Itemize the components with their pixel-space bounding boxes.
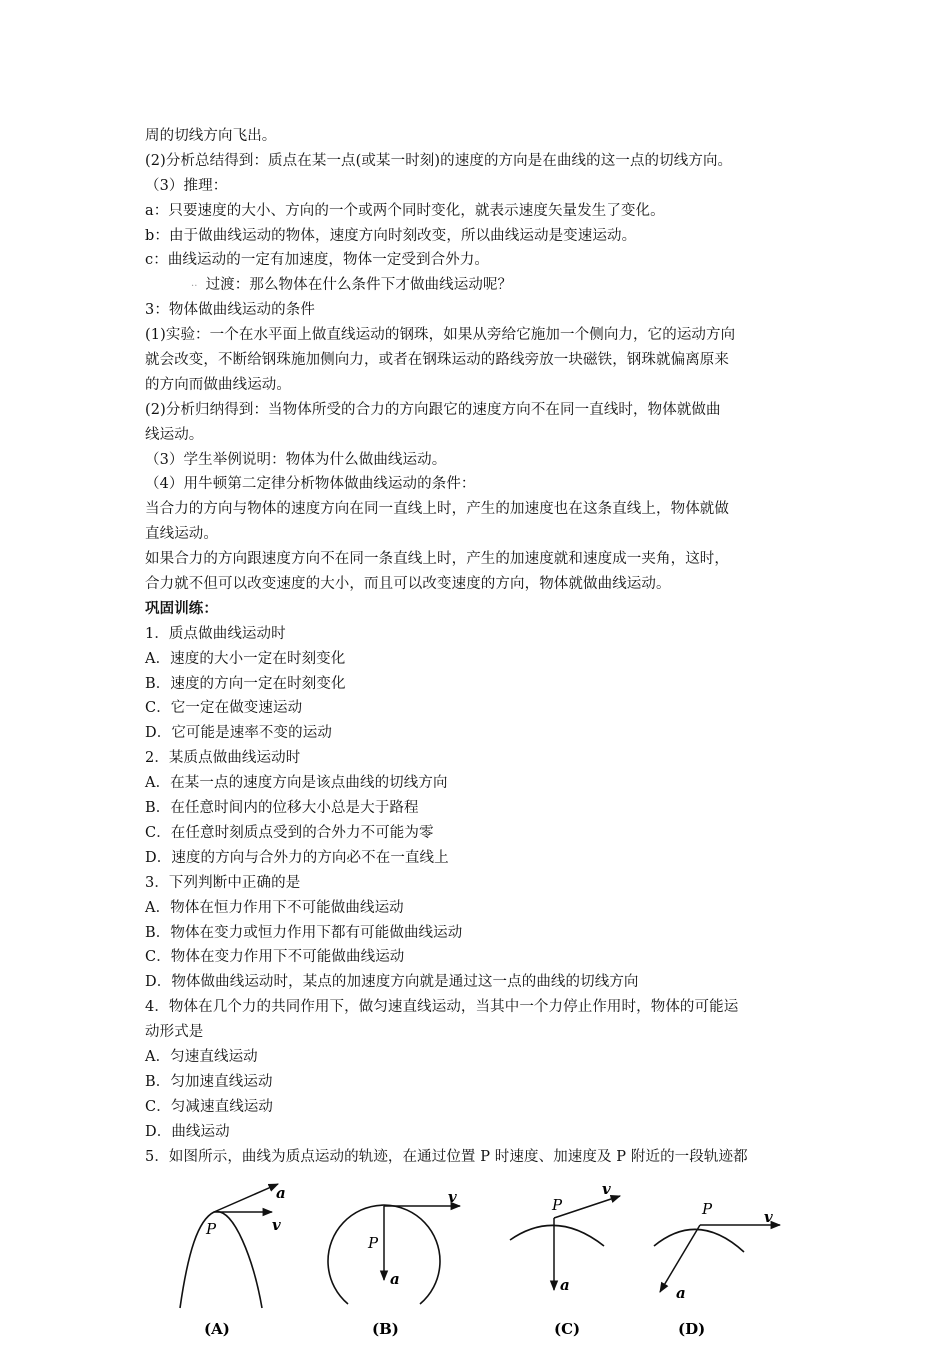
figure-a-label-p: P — [206, 1220, 217, 1238]
figure-b-label-a: a — [390, 1270, 400, 1288]
text-line: 如果合力的方向跟速度方向不在同一条直线上时，产生的加速度就和速度成一夹角，这时， — [145, 551, 729, 568]
question-option: D．速度的方向与合外力的方向必不在一直线上 — [145, 849, 449, 866]
figure-d-trajectory — [654, 1229, 744, 1252]
figure-b — [328, 1188, 460, 1338]
text-line: 的方向而做曲线运动。 — [145, 376, 291, 393]
question-option: C．在任意时刻质点受到的合外力不可能为零 — [145, 824, 434, 841]
question-option: B．物体在变力或恒力作用下都有可能做曲线运动 — [145, 924, 463, 941]
figure-d — [654, 1200, 780, 1338]
exercise-heading: 巩固训练： — [145, 599, 218, 617]
figure-c-caption: (C) — [554, 1320, 581, 1338]
text-line: 就会改变，不断给钢珠施加侧向力，或者在钢珠运动的路线旁放一块磁铁，钢珠就偏离原来 — [145, 352, 729, 369]
text-line: c：曲线运动的一定有加速度，物体一定受到合外力。 — [145, 252, 490, 269]
transition-line — [145, 273, 825, 298]
text-line: 直线运动。 — [145, 526, 218, 543]
question-option: B．匀加速直线运动 — [145, 1073, 273, 1090]
question-option: A．匀速直线运动 — [145, 1048, 258, 1065]
question-option: D．物体做曲线运动时，某点的加速度方向就是通过这一点的曲线的切线方向 — [145, 974, 639, 991]
figure-a-label-a: a — [276, 1184, 286, 1202]
question-stem: 1．质点做曲线运动时 — [145, 625, 286, 642]
text-line: 合力就不但可以改变速度的大小，而且可以改变速度的方向，物体就做曲线运动。 — [145, 576, 671, 593]
text-line: b：由于做曲线运动的物体，速度方向时刻改变，所以曲线运动是变速运动。 — [145, 227, 637, 244]
question-option: A．在某一点的速度方向是该点曲线的切线方向 — [145, 775, 448, 792]
question-stem: 4．物体在几个力的共同作用下，做匀速直线运动，当其中一个力停止作用时，物体的可能运 — [145, 999, 739, 1016]
figure-b-caption: (B) — [372, 1320, 399, 1338]
figure-d-label-p: P — [702, 1200, 713, 1218]
text-line: （4）用牛顿第二定律分析物体做曲线运动的条件： — [145, 476, 476, 493]
text-line: 当合力的方向与物体的速度方向在同一直线上时，产生的加速度也在这条直线上，物体就做 — [145, 501, 729, 518]
figure-a-acceleration-arrow — [214, 1184, 278, 1212]
figure-c-label-a: a — [560, 1276, 570, 1294]
figure-d-acceleration-arrow — [660, 1225, 700, 1292]
figure-a-trajectory — [180, 1212, 262, 1308]
figure-a-label-v: v — [272, 1216, 281, 1234]
question-stem: 5．如图所示，曲线为质点运动的轨迹，在通过位置 P 时速度、加速度及 P 附近的一段轨迹都 — [145, 1148, 748, 1165]
question-option: D．曲线运动 — [145, 1123, 230, 1140]
question-option: C．匀减速直线运动 — [145, 1098, 273, 1115]
figure-a-caption: (A) — [204, 1320, 230, 1338]
figure-b-label-v: v — [448, 1188, 457, 1206]
figure-c-velocity-arrow — [554, 1196, 620, 1218]
trajectory-figure — [150, 1172, 810, 1344]
question-option: B．速度的方向一定在时刻变化 — [145, 675, 346, 692]
text-line: (2)分析总结得到：质点在某一点(或某一时刻)的速度的方向是在曲线的这一点的切线方向。 — [145, 152, 733, 169]
question-option: B．在任意时间内的位移大小总是大于路程 — [145, 800, 419, 817]
text-line: a：只要速度的大小、方向的一个或两个同时变化，就表示速度矢量发生了变化。 — [145, 202, 665, 219]
question-stem: 3．下列判断中正确的是 — [145, 874, 301, 891]
question-option: C．物体在变力作用下不可能做曲线运动 — [145, 949, 405, 966]
question-stem-cont: 动形式是 — [145, 1024, 204, 1041]
text-line: 线运动。 — [145, 426, 204, 443]
text-line: 周的切线方向飞出。 — [145, 128, 277, 144]
trajectory-svg — [150, 1172, 810, 1344]
figure-c-label-p: P — [552, 1196, 563, 1214]
figure-d-label-v: v — [764, 1208, 773, 1226]
question-option: C．它一定在做变速运动 — [145, 700, 303, 717]
section-heading: 3：物体做曲线运动的条件 — [145, 302, 315, 319]
transition-mark: ·· — [191, 281, 198, 293]
text-body — [145, 124, 825, 1169]
text-line: (2)分析归纳得到：当物体所受的合力的方向跟它的速度方向不在同一直线时，物体就做曲 — [145, 401, 721, 418]
question-option: D．它可能是速率不变的运动 — [145, 725, 332, 742]
text-line: （3）学生举例说明：物体为什么做曲线运动。 — [145, 451, 447, 468]
figure-d-caption: (D) — [678, 1320, 706, 1338]
figure-c-trajectory — [510, 1225, 604, 1246]
question-option: A．物体在恒力作用下不可能做曲线运动 — [145, 899, 404, 916]
figure-b-label-p: P — [368, 1234, 379, 1252]
question-option: A．速度的大小一定在时刻变化 — [145, 650, 346, 667]
text-line: （3）推理： — [145, 177, 228, 194]
transition-text: 过渡：那么物体在什么条件下才做曲线运动呢？ — [205, 277, 513, 294]
figure-c — [510, 1180, 620, 1338]
figure-a — [180, 1184, 286, 1338]
figure-c-label-v: v — [602, 1180, 611, 1198]
question-stem: 2．某质点做曲线运动时 — [145, 750, 301, 767]
text-line: (1)实验：一个在水平面上做直线运动的钢珠，如果从旁给它施加一个侧向力，它的运动方向 — [145, 327, 736, 344]
figure-d-label-a: a — [676, 1284, 686, 1302]
